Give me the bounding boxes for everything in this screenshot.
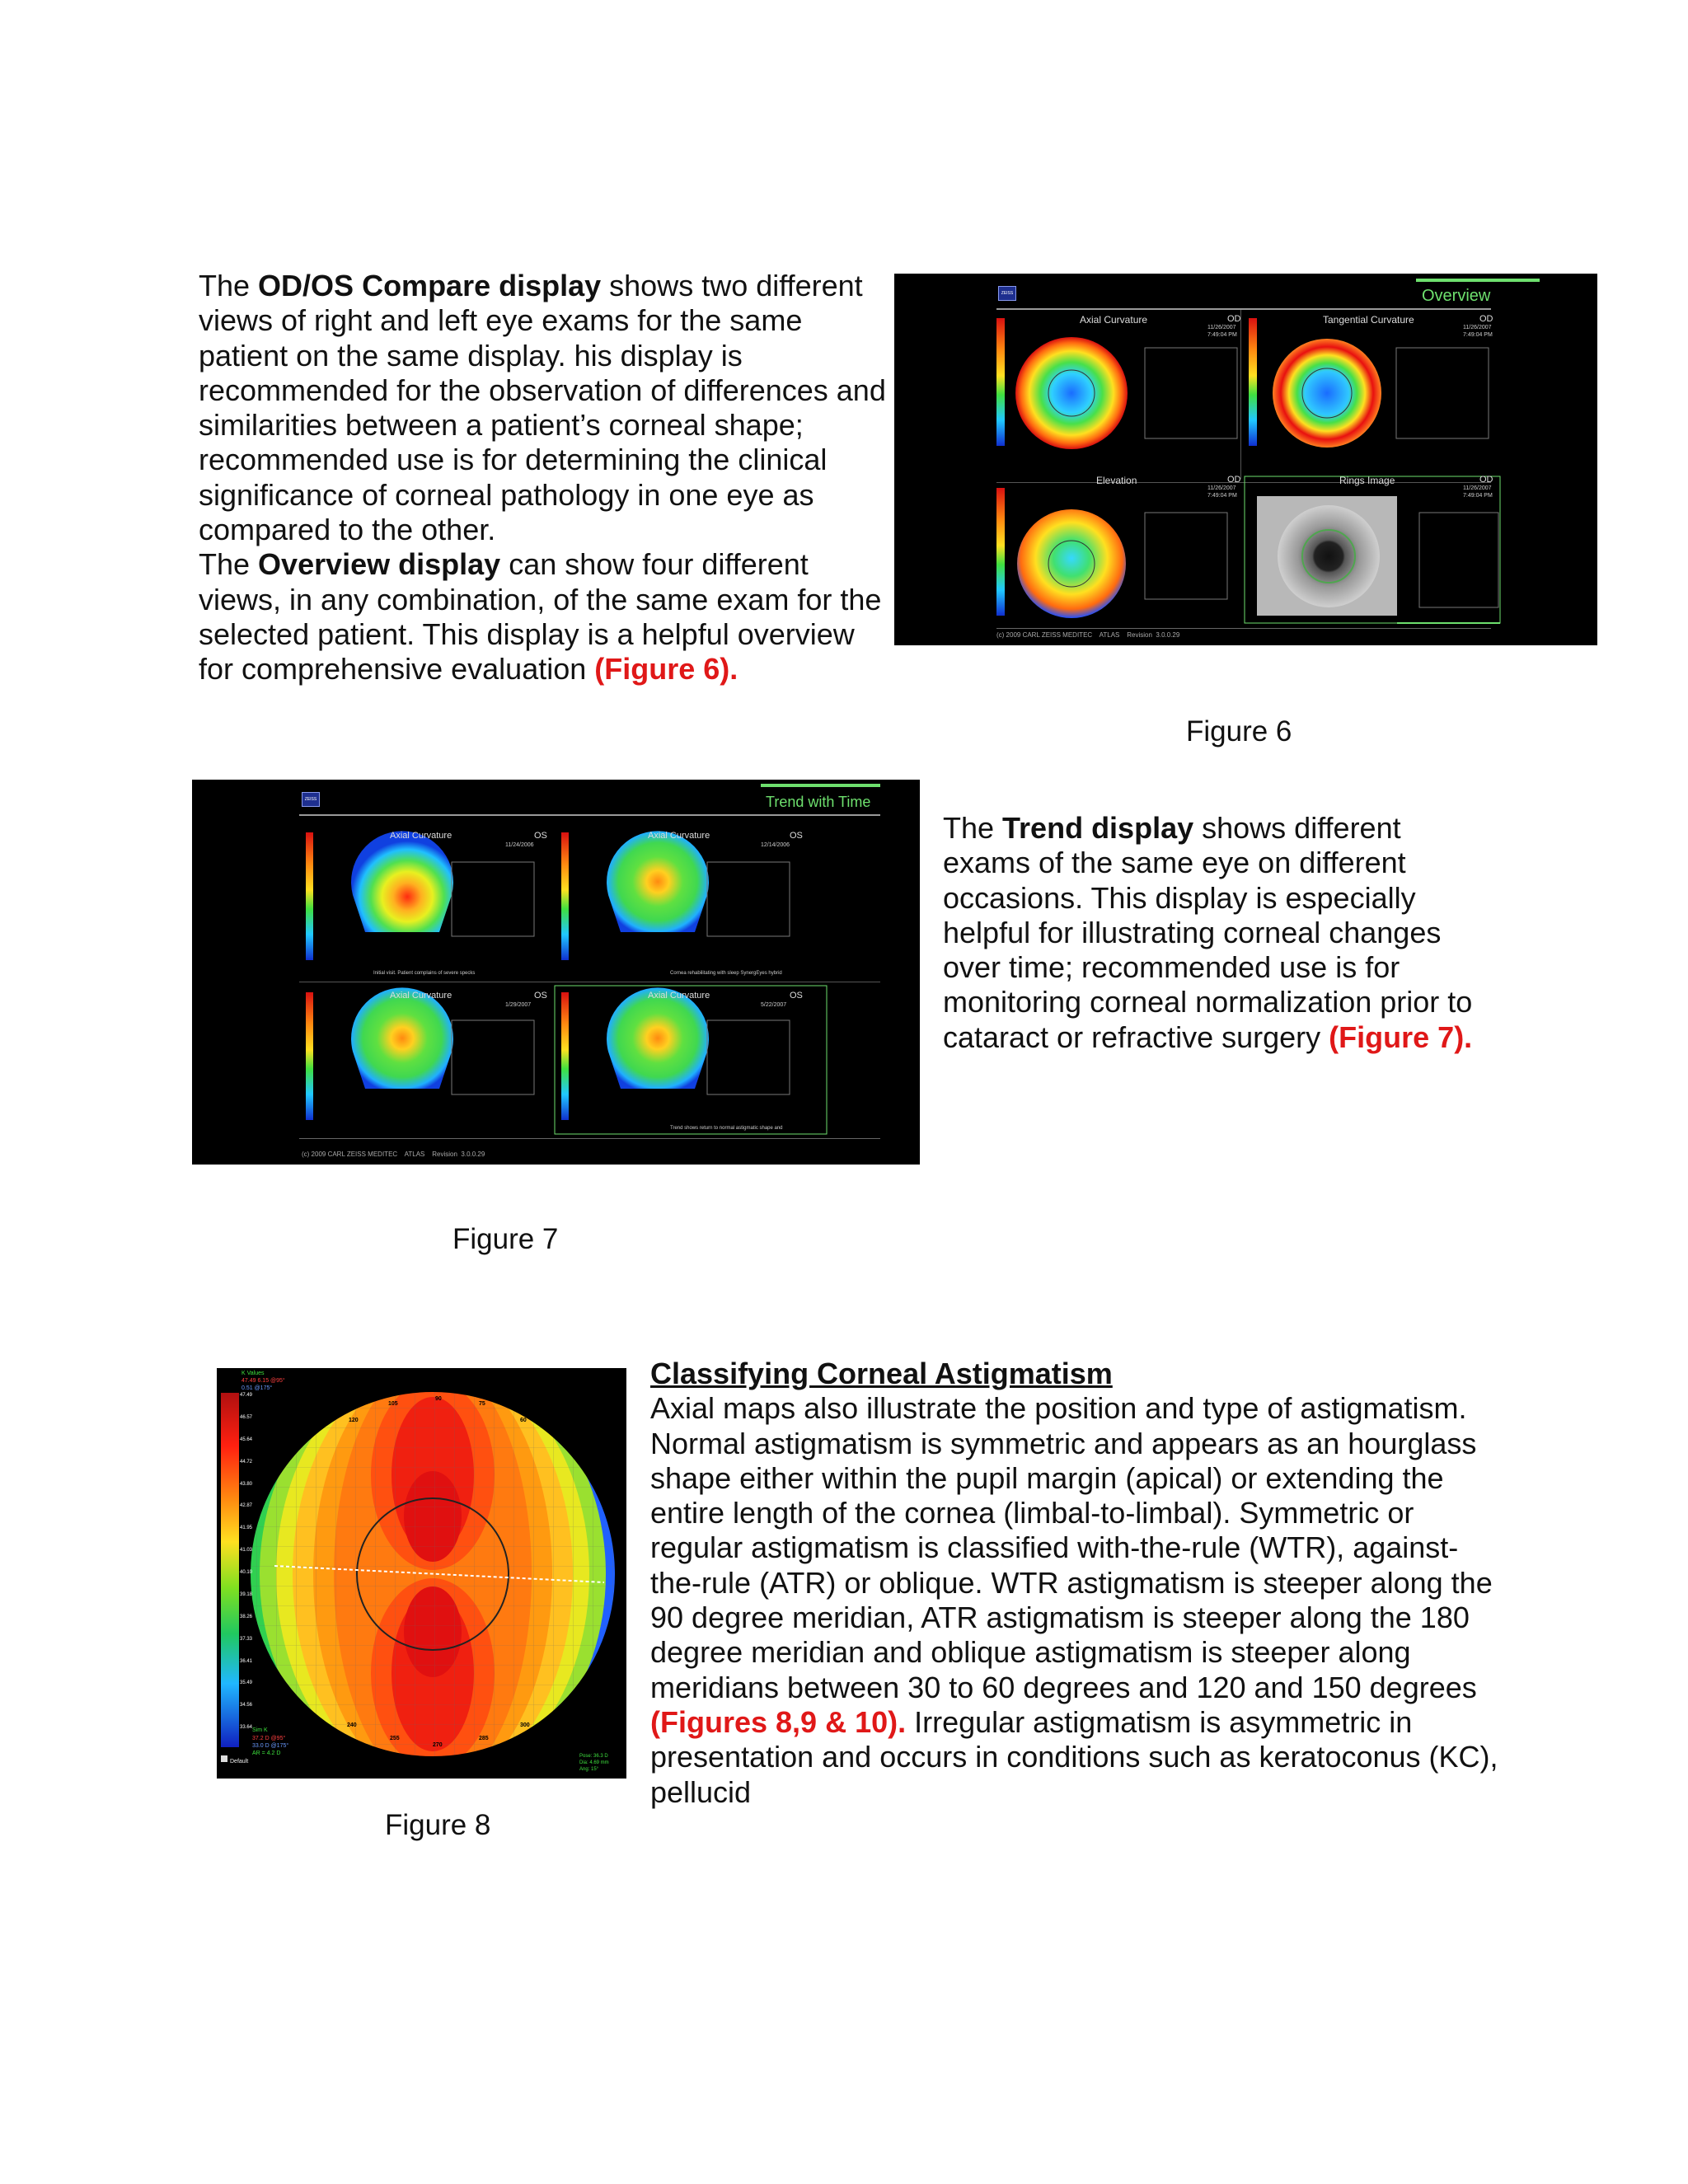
degree-label: 90: [435, 1396, 442, 1402]
figure-8: [217, 1368, 626, 1779]
text-span: shows two different views of right and left eye exams for the same patient on the same display. his display is recommended for the observation of differences and similarities between a patient’s corneal shape; recommended use is for determining the clinical significance of corneal pathology in one eye as compared to the other.: [199, 269, 886, 547]
panel-eye: OS: [790, 831, 803, 841]
panel-eye: OS: [534, 991, 547, 1001]
figure-6-reference[interactable]: (Figure 6).: [594, 652, 738, 687]
panel-note: Initial visit. Patient complains of severe specks: [373, 971, 476, 976]
degree-label: 240: [347, 1722, 357, 1728]
degree-label: 270: [433, 1742, 443, 1748]
panel-title: Elevation: [1096, 475, 1137, 486]
tangential-map: [1273, 339, 1381, 448]
astigmatism-section: [650, 1357, 1507, 1810]
scale-label: 33.64: [240, 1725, 253, 1731]
elevation-map: [1017, 509, 1126, 618]
degree-label: 75: [479, 1401, 485, 1407]
panel-note: Trend shows return to normal astigmatic shape and: [670, 1126, 783, 1131]
zeiss-logo: ZEISS: [998, 286, 1016, 301]
degree-label: 285: [479, 1736, 489, 1741]
text-span: Irregular astigmatism is asymmetric in presentation and occurs in conditions such as keratoconus (KC), pellucid: [650, 1704, 1498, 1809]
panel-eye: OS: [790, 991, 803, 1001]
text-span: shows different exams of the same eye on different occasions. This display is especially helpful for illustrating corneal changes over time; recommended use is for monitoring corneal normalization prior to cataract or refractive surgery: [943, 811, 1473, 1054]
overview-paragraph: [199, 269, 891, 687]
figure-8-image: [217, 1368, 626, 1779]
axial-map: [1015, 337, 1128, 449]
sim-k1: 37.2 D @95°: [252, 1736, 286, 1741]
degree-label: 300: [520, 1722, 530, 1728]
text-span: The: [199, 269, 259, 302]
panel-title: Axial Curvature: [390, 831, 452, 841]
scale-label: 41.03: [240, 1548, 253, 1554]
panel-title: Axial Curvature: [1080, 314, 1148, 326]
panel-eye: OD: [1479, 314, 1493, 324]
panel-date: 11/26/2007: [1207, 485, 1236, 491]
scale-label: 38.26: [240, 1614, 253, 1619]
figure-7-caption: Figure 7: [452, 1223, 559, 1255]
default-label: Default: [230, 1759, 249, 1765]
degree-label: 60: [520, 1418, 527, 1423]
term-trend-display: Trend display: [1002, 811, 1194, 845]
panel-date: 12/14/2006: [761, 842, 790, 848]
figures-8-9-10-reference[interactable]: (Figures 8,9 & 10).: [650, 1704, 907, 1739]
figure-footer: (c) 2009 CARL ZEISS MEDITEC ATLAS Revision 3.0.0.29: [996, 631, 1180, 639]
k2-value: 0.51 @175°: [241, 1385, 273, 1391]
trend-map-1: [351, 831, 453, 932]
k-values-header: K Values: [241, 1371, 265, 1376]
panel-date: 11/26/2007: [1207, 325, 1236, 330]
scale-label: 45.64: [240, 1436, 253, 1442]
figure-footer: (c) 2009 CARL ZEISS MEDITEC ATLAS Revision 3.0.0.29: [302, 1151, 485, 1158]
panel-date: 11/24/2006: [505, 842, 534, 848]
scale-labels: [240, 1393, 260, 1747]
text-span: Axial maps also illustrate the position and type of astigmatism. Normal astigmatism is symmetric and appears as an hourglass shape either within the pupil margin (apical) or extending the entire length of the cornea (limbal-to-limbal). Symmetric or regular astigmatism is classified with-the-rule (WTR), against-the-rule (ATR) or oblique. WTR astigmatism is steeper along the 90 degree meridian, ATR astigmatism is steeper along the 180 degree meridian and oblique astigmatism is steeper along meridians between 30 to 60 degrees and 120 and 150 degrees: [650, 1391, 1493, 1704]
figure-6: [894, 274, 1597, 645]
pose-value: Pose: 36.3 D: [579, 1754, 608, 1759]
degree-label: 255: [390, 1736, 400, 1741]
figure-7-image: [192, 780, 920, 1165]
section-heading: Classifying Corneal Astigmatism: [650, 1357, 1113, 1390]
degree-label: 105: [388, 1401, 398, 1407]
zeiss-logo: ZEISS: [302, 792, 320, 807]
text-span: The: [199, 547, 259, 582]
scale-label: 43.80: [240, 1481, 253, 1487]
sim-k2: 33.0 D @175°: [252, 1743, 289, 1749]
term-overview-display: Overview display: [258, 547, 501, 582]
trend-paragraph: [943, 811, 1495, 1055]
scale-label: 44.72: [240, 1459, 253, 1465]
scale-label: 35.49: [240, 1680, 253, 1686]
panel-eye: OD: [1479, 475, 1493, 485]
panel-time: 7:49:04 PM: [1207, 332, 1237, 338]
eye-image: [1278, 505, 1380, 607]
trend-title: Trend with Time: [766, 794, 871, 810]
panel-time: 7:49:04 PM: [1207, 493, 1237, 499]
scale-label: 46.57: [240, 1414, 253, 1420]
panel-title: Tangential Curvature: [1323, 314, 1414, 326]
panel-title: Rings Image: [1339, 475, 1395, 486]
trend-map-2: [607, 831, 709, 932]
panel-eye: OS: [534, 831, 547, 841]
scale-label: 37.33: [240, 1636, 253, 1642]
ar-value: AR = 4.2 D: [252, 1750, 281, 1756]
text-span: The: [943, 811, 1003, 845]
figure-6-image: [894, 274, 1597, 645]
sim-k-label: Sim K: [252, 1727, 268, 1733]
panel-date: 5/22/2007: [761, 1002, 787, 1008]
overview-title: Overview: [1422, 287, 1491, 305]
trend-map-3: [351, 987, 453, 1089]
panel-date: 1/29/2007: [505, 1002, 532, 1008]
term-odos-compare: OD/OS Compare display: [258, 269, 602, 302]
scale-label: 42.87: [240, 1503, 253, 1509]
panel-time: 7:49:04 PM: [1463, 493, 1493, 499]
panel-eye: OD: [1227, 475, 1241, 485]
panel-title: Axial Curvature: [648, 831, 710, 841]
panel-date: 11/26/2007: [1463, 325, 1492, 330]
figure-7: [192, 780, 920, 1165]
angle-value: Ang: 15°: [579, 1767, 599, 1772]
panel-title: Axial Curvature: [390, 991, 452, 1001]
scale-label: 40.10: [240, 1570, 253, 1575]
dia-value: Dia: 4.69 mm: [579, 1760, 609, 1765]
scale-label: 34.56: [240, 1703, 253, 1708]
panel-title: Axial Curvature: [648, 991, 710, 1001]
panel-date: 11/26/2007: [1463, 485, 1492, 491]
panel-eye: OD: [1227, 314, 1241, 324]
degree-label: 120: [349, 1418, 359, 1423]
figure-7-reference[interactable]: (Figure 7).: [1329, 1019, 1473, 1054]
scale-label: 47.49: [240, 1393, 253, 1398]
scale-label: 39.18: [240, 1591, 253, 1597]
scale-label: 41.95: [240, 1526, 253, 1531]
trend-map-4: [607, 987, 709, 1089]
scale-label: 36.41: [240, 1658, 253, 1664]
panel-note: Cornea rehabilitating with sleep SynergEyes hybrid: [670, 971, 782, 976]
figure-8-caption: Figure 8: [385, 1809, 491, 1841]
panel-time: 7:49:04 PM: [1463, 332, 1493, 338]
k1-value: 47.49 6.15 @95°: [241, 1378, 285, 1384]
text-span: can show four different views, in any combination, of the same exam for the selected patient. This display is a helpful overview for comprehensive evaluation: [199, 547, 882, 687]
figure-6-caption: Figure 6: [1186, 715, 1292, 748]
